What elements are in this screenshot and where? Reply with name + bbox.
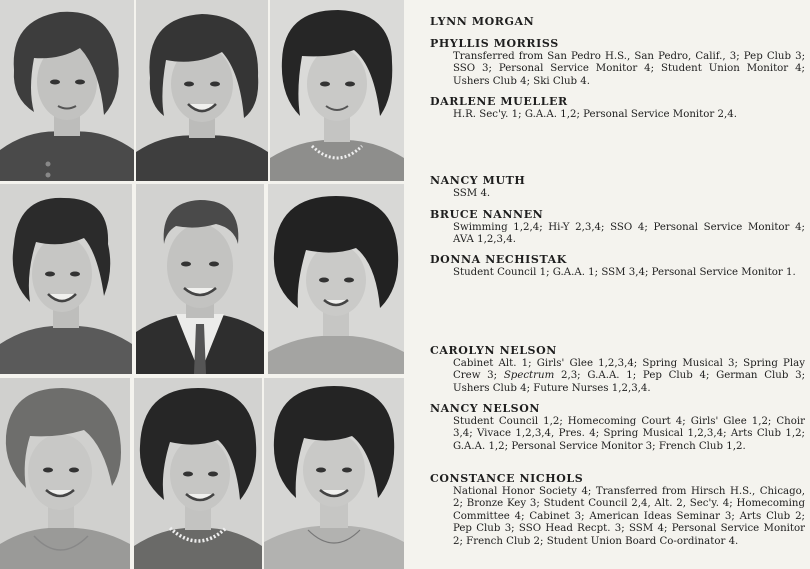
- student-activities: H.R. Sec'y. 1; G.A.A. 1,2; Personal Service Monitor 2,4.: [453, 109, 737, 120]
- portrait-darlene-mueller: [270, 0, 404, 181]
- student-entries: [430, 0, 805, 569]
- portrait-image: [136, 0, 268, 181]
- student-name: PHYLLIS MORRISS: [430, 37, 559, 50]
- entry-nancy-muth: [430, 174, 805, 200]
- activities-text: Cabinet Alt. 1; Girls' Glee 1,2,3,4; Spring Musical 3; Spring Play Crew 3;: [453, 358, 805, 382]
- portrait-constance-nichols: [264, 378, 404, 569]
- portrait-donna-nechistak: [268, 184, 404, 374]
- portrait-phyllis-morriss: [136, 0, 268, 181]
- portrait-image: [0, 0, 134, 181]
- student-activities: National Honor Society 4; Transferred from Hirsch H.S., Chicago, 2; Bronze Key 3; Student Council 2,4, Alt. 2, Sec'y. 4; Homecoming Committee 4; Cabinet 3; American Ideas Seminar 3; Arts Club 2; Pep Club 3; SSO Head Recpt. 3; SSM 4; Personal Service Monitor 2; French Club 2; Student Union Board Co-ordinator 4.: [453, 486, 805, 547]
- student-name: NANCY MUTH: [430, 174, 526, 187]
- student-activities: Transferred from San Pedro H.S., San Pedro, Calif., 3; Pep Club 3; SSO 3; Personal Service Monitor 4; Student Union Monitor 4; Ushers Club 4; Ski Club 4.: [453, 51, 805, 87]
- student-activities: [453, 358, 805, 395]
- portrait-image: [270, 0, 404, 181]
- portrait-image: [268, 184, 404, 374]
- portrait-image: [134, 378, 262, 569]
- portrait-bruce-nannen: [136, 184, 264, 374]
- entry-lynn-morgan: [430, 15, 805, 29]
- portrait-lynn-morgan: [0, 0, 134, 181]
- student-name: CAROLYN NELSON: [430, 344, 557, 357]
- student-name: BRUCE NANNEN: [430, 208, 544, 221]
- portrait-carolyn-nelson: [0, 378, 130, 569]
- entry-nancy-nelson: [430, 402, 805, 453]
- entry-constance-nichols: [430, 472, 805, 548]
- student-name: DARLENE MUELLER: [430, 95, 568, 108]
- entry-carolyn-nelson: [430, 344, 805, 395]
- entry-darlene-mueller: [430, 95, 805, 121]
- student-activities: Student Council 1; G.A.A. 1; SSM 3,4; Personal Service Monitor 1.: [453, 267, 796, 278]
- portrait-image: [264, 378, 404, 569]
- portrait-grid: [0, 0, 404, 569]
- student-activities: Student Council 1,2; Homecoming Court 4; Girls' Glee 1,2; Choir 3,4; Vivace 1,2,3,4, Pres. 4; Spring Musical 1,2,3,4; Arts Club 1,2; G.A.A. 1,2; Personal Service Monitor 3; French Club 1,2.: [453, 416, 805, 452]
- student-name: NANCY NELSON: [430, 402, 541, 415]
- student-name: CONSTANCE NICHOLS: [430, 472, 584, 485]
- portrait-nancy-muth: [0, 184, 132, 374]
- entry-donna-nechistak: [430, 253, 805, 279]
- student-activities: Swimming 1,2,4; Hi-Y 2,3,4; SSO 4; Personal Service Monitor 4; AVA 1,2,3,4.: [453, 222, 805, 246]
- student-name: DONNA NECHISTAK: [430, 253, 567, 266]
- portrait-image: [0, 184, 132, 374]
- entry-bruce-nannen: [430, 208, 805, 247]
- portrait-image: [136, 184, 264, 374]
- portrait-nancy-nelson: [134, 378, 262, 569]
- activities-text: 2,3; G.A.A. 1; Pep Club 4; German Club 3; Ushers Club 4; Future Nurses 1,2,3,4.: [453, 370, 805, 394]
- portrait-image: [0, 378, 130, 569]
- entry-phyllis-morriss: [430, 37, 805, 88]
- student-name: LYNN MORGAN: [430, 15, 535, 28]
- publication-title: Spectrum: [503, 370, 555, 382]
- student-activities: SSM 4.: [453, 188, 491, 199]
